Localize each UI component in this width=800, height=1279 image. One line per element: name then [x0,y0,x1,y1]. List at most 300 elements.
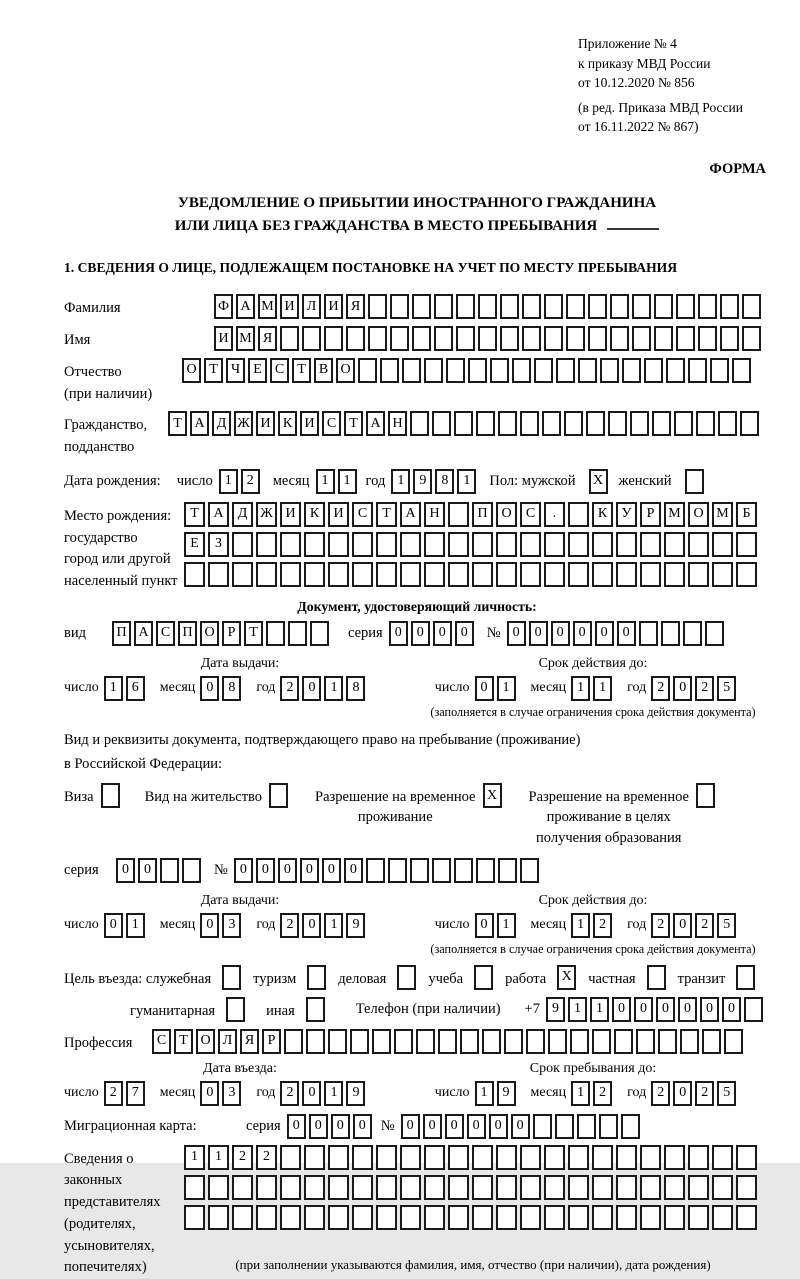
char-cell[interactable] [306,1029,325,1054]
char-cell[interactable]: 9 [346,1081,365,1106]
char-cell[interactable] [454,858,473,883]
char-cell[interactable]: 0 [302,913,321,938]
char-cell[interactable] [544,326,563,351]
char-cell[interactable] [742,326,761,351]
char-cell[interactable] [696,411,715,436]
char-cell[interactable]: 0 [507,621,526,646]
char-cell[interactable]: 0 [573,621,592,646]
sex-male-checkbox[interactable]: X [589,469,608,494]
char-cell[interactable] [456,326,475,351]
char-cell[interactable]: 1 [208,1145,229,1170]
char-cell[interactable] [304,532,325,557]
char-cell[interactable]: 9 [413,469,432,494]
char-cell[interactable]: 0 [104,913,123,938]
char-cell[interactable]: Т [204,358,223,383]
char-cell[interactable]: 1 [571,913,590,938]
char-cell[interactable] [520,532,541,557]
char-cell[interactable] [304,1205,325,1230]
char-cell[interactable] [328,1175,349,1200]
char-cell[interactable]: 0 [200,913,219,938]
char-cell[interactable]: 3 [222,1081,241,1106]
char-cell[interactable]: Я [258,326,277,351]
char-cell[interactable]: О [688,502,709,527]
char-cell[interactable] [304,1145,325,1170]
char-cell[interactable] [566,294,585,319]
char-cell[interactable] [640,1175,661,1200]
char-cell[interactable] [400,1145,421,1170]
char-cell[interactable]: 0 [700,997,719,1022]
char-cell[interactable]: И [214,326,233,351]
char-cell[interactable] [522,326,541,351]
char-cell[interactable] [718,411,737,436]
char-cell[interactable] [616,1145,637,1170]
char-cell[interactable]: Р [640,502,661,527]
char-cell[interactable]: С [322,411,341,436]
char-cell[interactable] [280,1145,301,1170]
char-cell[interactable] [496,562,517,587]
char-cell[interactable] [304,562,325,587]
char-cell[interactable]: 0 [634,997,653,1022]
char-cell[interactable]: 1 [219,469,238,494]
char-cell[interactable] [544,562,565,587]
char-cell[interactable]: 1 [324,676,343,701]
char-cell[interactable] [658,1029,677,1054]
char-cell[interactable] [740,411,759,436]
char-cell[interactable]: 1 [475,1081,494,1106]
char-cell[interactable] [232,532,253,557]
char-cell[interactable]: 0 [256,858,275,883]
char-cell[interactable] [372,1029,391,1054]
char-cell[interactable]: 8 [346,676,365,701]
char-cell[interactable]: М [258,294,277,319]
char-cell[interactable] [592,1205,613,1230]
char-cell[interactable] [496,1205,517,1230]
char-cell[interactable]: А [236,294,255,319]
char-cell[interactable] [712,1205,733,1230]
char-cell[interactable] [720,326,739,351]
char-cell[interactable] [542,411,561,436]
char-cell[interactable] [380,358,399,383]
char-cell[interactable] [614,1029,633,1054]
char-cell[interactable] [424,562,445,587]
char-cell[interactable]: О [496,502,517,527]
char-cell[interactable]: 9 [497,1081,516,1106]
char-cell[interactable]: 0 [401,1114,420,1139]
char-cell[interactable]: 1 [391,469,410,494]
char-cell[interactable] [720,294,739,319]
char-cell[interactable]: 0 [475,676,494,701]
char-cell[interactable] [664,1205,685,1230]
char-cell[interactable] [498,858,517,883]
char-cell[interactable] [712,1145,733,1170]
char-cell[interactable]: А [400,502,421,527]
char-cell[interactable]: З [208,532,229,557]
char-cell[interactable] [736,1175,757,1200]
char-cell[interactable] [568,1145,589,1170]
char-cell[interactable]: Ж [234,411,253,436]
char-cell[interactable] [368,326,387,351]
char-cell[interactable]: 0 [411,621,430,646]
char-cell[interactable] [376,1145,397,1170]
char-cell[interactable]: Д [212,411,231,436]
char-cell[interactable]: 1 [497,913,516,938]
char-cell[interactable] [736,1205,757,1230]
char-cell[interactable] [432,858,451,883]
char-cell[interactable]: 0 [722,997,741,1022]
char-cell[interactable]: И [256,411,275,436]
char-cell[interactable]: 2 [256,1145,277,1170]
char-cell[interactable] [358,358,377,383]
char-cell[interactable] [724,1029,743,1054]
char-cell[interactable]: М [712,502,733,527]
char-cell[interactable]: 0 [116,858,135,883]
char-cell[interactable] [424,1205,445,1230]
char-cell[interactable] [302,326,321,351]
char-cell[interactable]: Т [174,1029,193,1054]
char-cell[interactable] [666,358,685,383]
char-cell[interactable] [592,1029,611,1054]
char-cell[interactable] [256,1175,277,1200]
char-cell[interactable] [482,1029,501,1054]
char-cell[interactable] [674,411,693,436]
char-cell[interactable]: 3 [222,913,241,938]
char-cell[interactable] [736,1145,757,1170]
char-cell[interactable]: 9 [346,913,365,938]
char-cell[interactable] [304,1175,325,1200]
char-cell[interactable] [520,1205,541,1230]
char-cell[interactable] [676,294,695,319]
char-cell[interactable]: П [472,502,493,527]
char-cell[interactable] [410,858,429,883]
purpose-transit-checkbox[interactable] [736,965,755,990]
char-cell[interactable]: О [336,358,355,383]
char-cell[interactable]: М [664,502,685,527]
char-cell[interactable] [520,411,539,436]
char-cell[interactable]: 1 [324,913,343,938]
char-cell[interactable]: 0 [302,676,321,701]
char-cell[interactable]: 0 [200,676,219,701]
char-cell[interactable] [310,621,329,646]
char-cell[interactable] [468,358,487,383]
char-cell[interactable] [586,411,605,436]
char-cell[interactable]: 1 [497,676,516,701]
char-cell[interactable] [520,1145,541,1170]
char-cell[interactable] [280,1175,301,1200]
char-cell[interactable] [376,1205,397,1230]
char-cell[interactable]: Д [232,502,253,527]
char-cell[interactable]: 8 [435,469,454,494]
char-cell[interactable] [478,294,497,319]
char-cell[interactable]: 6 [126,676,145,701]
char-cell[interactable] [368,294,387,319]
char-cell[interactable] [610,294,629,319]
char-cell[interactable]: К [278,411,297,436]
char-cell[interactable] [256,532,277,557]
char-cell[interactable] [556,358,575,383]
char-cell[interactable]: Р [222,621,241,646]
char-cell[interactable]: М [236,326,255,351]
char-cell[interactable] [630,411,649,436]
char-cell[interactable] [266,621,285,646]
char-cell[interactable] [412,326,431,351]
char-cell[interactable]: . [544,502,565,527]
char-cell[interactable] [448,532,469,557]
char-cell[interactable] [424,532,445,557]
char-cell[interactable]: Л [302,294,321,319]
char-cell[interactable] [352,562,373,587]
char-cell[interactable]: Е [248,358,267,383]
char-cell[interactable]: 0 [445,1114,464,1139]
char-cell[interactable]: 0 [344,858,363,883]
char-cell[interactable]: 1 [184,1145,205,1170]
char-cell[interactable]: К [304,502,325,527]
char-cell[interactable] [705,621,724,646]
char-cell[interactable]: 0 [278,858,297,883]
char-cell[interactable] [498,411,517,436]
char-cell[interactable]: Ж [256,502,277,527]
char-cell[interactable]: 2 [651,676,670,701]
char-cell[interactable] [688,1145,709,1170]
char-cell[interactable]: Т [168,411,187,436]
char-cell[interactable] [520,1175,541,1200]
char-cell[interactable] [566,326,585,351]
char-cell[interactable] [616,1175,637,1200]
char-cell[interactable] [544,1175,565,1200]
char-cell[interactable] [578,358,597,383]
char-cell[interactable] [448,1145,469,1170]
char-cell[interactable] [664,1145,685,1170]
char-cell[interactable] [346,326,365,351]
char-cell[interactable] [664,1175,685,1200]
char-cell[interactable] [500,326,519,351]
purpose-private-checkbox[interactable] [647,965,666,990]
char-cell[interactable]: И [280,294,299,319]
edu-residence-checkbox[interactable] [696,783,715,808]
char-cell[interactable] [555,1114,574,1139]
char-cell[interactable]: К [592,502,613,527]
char-cell[interactable] [592,1145,613,1170]
char-cell[interactable]: 0 [467,1114,486,1139]
char-cell[interactable]: 0 [353,1114,372,1139]
char-cell[interactable]: 1 [316,469,335,494]
char-cell[interactable]: 0 [551,621,570,646]
char-cell[interactable] [328,1145,349,1170]
char-cell[interactable] [376,1175,397,1200]
char-cell[interactable] [284,1029,303,1054]
char-cell[interactable]: 1 [104,676,123,701]
char-cell[interactable] [664,562,685,587]
char-cell[interactable] [400,562,421,587]
char-cell[interactable]: Е [184,532,205,557]
char-cell[interactable] [208,1175,229,1200]
char-cell[interactable] [350,1029,369,1054]
char-cell[interactable]: 0 [511,1114,530,1139]
char-cell[interactable] [280,562,301,587]
char-cell[interactable] [438,1029,457,1054]
char-cell[interactable] [640,562,661,587]
char-cell[interactable] [352,1205,373,1230]
char-cell[interactable]: 0 [529,621,548,646]
char-cell[interactable] [544,1145,565,1170]
char-cell[interactable] [208,562,229,587]
char-cell[interactable]: 1 [338,469,357,494]
purpose-business-checkbox[interactable] [397,965,416,990]
char-cell[interactable]: 2 [695,1081,714,1106]
char-cell[interactable]: С [156,621,175,646]
char-cell[interactable] [577,1114,596,1139]
char-cell[interactable] [732,358,751,383]
char-cell[interactable] [434,294,453,319]
char-cell[interactable] [683,621,702,646]
char-cell[interactable]: И [300,411,319,436]
char-cell[interactable] [184,562,205,587]
char-cell[interactable] [688,562,709,587]
char-cell[interactable]: С [352,502,373,527]
char-cell[interactable]: У [616,502,637,527]
char-cell[interactable]: Ч [226,358,245,383]
purpose-other-checkbox[interactable] [306,997,325,1022]
char-cell[interactable] [476,858,495,883]
char-cell[interactable]: А [190,411,209,436]
char-cell[interactable] [588,326,607,351]
char-cell[interactable] [472,1145,493,1170]
char-cell[interactable] [544,294,563,319]
char-cell[interactable] [232,1175,253,1200]
purpose-work-checkbox[interactable]: X [557,965,576,990]
char-cell[interactable] [424,1145,445,1170]
char-cell[interactable]: П [178,621,197,646]
char-cell[interactable] [698,294,717,319]
char-cell[interactable]: 0 [433,621,452,646]
char-cell[interactable]: 1 [324,1081,343,1106]
char-cell[interactable]: 1 [590,997,609,1022]
char-cell[interactable] [496,1175,517,1200]
char-cell[interactable] [742,294,761,319]
char-cell[interactable] [644,358,663,383]
temp-residence-checkbox[interactable]: X [483,783,502,808]
char-cell[interactable] [328,1029,347,1054]
char-cell[interactable] [448,502,469,527]
char-cell[interactable]: 0 [423,1114,442,1139]
char-cell[interactable]: А [366,411,385,436]
char-cell[interactable] [640,1205,661,1230]
char-cell[interactable] [500,294,519,319]
char-cell[interactable] [400,1175,421,1200]
char-cell[interactable] [632,326,651,351]
char-cell[interactable]: 1 [457,469,476,494]
char-cell[interactable] [460,1029,479,1054]
char-cell[interactable]: 8 [222,676,241,701]
char-cell[interactable] [376,562,397,587]
char-cell[interactable] [621,1114,640,1139]
char-cell[interactable] [568,562,589,587]
char-cell[interactable] [434,326,453,351]
char-cell[interactable] [570,1029,589,1054]
char-cell[interactable] [544,1205,565,1230]
char-cell[interactable]: 9 [546,997,565,1022]
char-cell[interactable] [400,532,421,557]
char-cell[interactable] [702,1029,721,1054]
char-cell[interactable]: 0 [475,913,494,938]
char-cell[interactable] [522,294,541,319]
char-cell[interactable]: 2 [593,913,612,938]
purpose-study-checkbox[interactable] [474,965,493,990]
char-cell[interactable] [520,858,539,883]
char-cell[interactable] [736,562,757,587]
char-cell[interactable]: П [112,621,131,646]
char-cell[interactable] [448,1205,469,1230]
char-cell[interactable]: 2 [280,676,299,701]
char-cell[interactable] [390,326,409,351]
char-cell[interactable] [548,1029,567,1054]
char-cell[interactable] [208,1205,229,1230]
char-cell[interactable] [744,997,763,1022]
char-cell[interactable]: Л [218,1029,237,1054]
char-cell[interactable] [472,562,493,587]
char-cell[interactable]: 0 [300,858,319,883]
char-cell[interactable] [652,411,671,436]
char-cell[interactable] [416,1029,435,1054]
char-cell[interactable]: Я [240,1029,259,1054]
char-cell[interactable]: С [270,358,289,383]
char-cell[interactable] [512,358,531,383]
char-cell[interactable] [688,358,707,383]
char-cell[interactable]: О [196,1029,215,1054]
char-cell[interactable] [736,532,757,557]
char-cell[interactable] [328,562,349,587]
char-cell[interactable] [616,1205,637,1230]
char-cell[interactable] [424,1175,445,1200]
char-cell[interactable]: 0 [389,621,408,646]
char-cell[interactable] [533,1114,552,1139]
char-cell[interactable]: А [208,502,229,527]
char-cell[interactable] [592,1175,613,1200]
char-cell[interactable]: 5 [717,913,736,938]
char-cell[interactable] [526,1029,545,1054]
char-cell[interactable] [376,532,397,557]
char-cell[interactable] [280,326,299,351]
char-cell[interactable] [640,1145,661,1170]
char-cell[interactable] [710,358,729,383]
char-cell[interactable] [328,1205,349,1230]
char-cell[interactable]: Т [344,411,363,436]
char-cell[interactable] [232,1205,253,1230]
char-cell[interactable]: 0 [138,858,157,883]
char-cell[interactable] [184,1175,205,1200]
char-cell[interactable]: Т [376,502,397,527]
purpose-official-checkbox[interactable] [222,965,241,990]
char-cell[interactable] [454,411,473,436]
char-cell[interactable]: 0 [673,913,692,938]
char-cell[interactable] [661,621,680,646]
char-cell[interactable] [610,326,629,351]
char-cell[interactable]: 0 [322,858,341,883]
char-cell[interactable] [412,294,431,319]
char-cell[interactable] [446,358,465,383]
char-cell[interactable] [592,562,613,587]
char-cell[interactable]: Т [292,358,311,383]
char-cell[interactable]: 0 [595,621,614,646]
char-cell[interactable] [456,294,475,319]
char-cell[interactable] [448,562,469,587]
char-cell[interactable] [712,1175,733,1200]
char-cell[interactable] [402,358,421,383]
char-cell[interactable] [472,1175,493,1200]
char-cell[interactable]: 1 [593,676,612,701]
char-cell[interactable]: 7 [126,1081,145,1106]
char-cell[interactable]: 0 [234,858,253,883]
char-cell[interactable] [324,326,343,351]
